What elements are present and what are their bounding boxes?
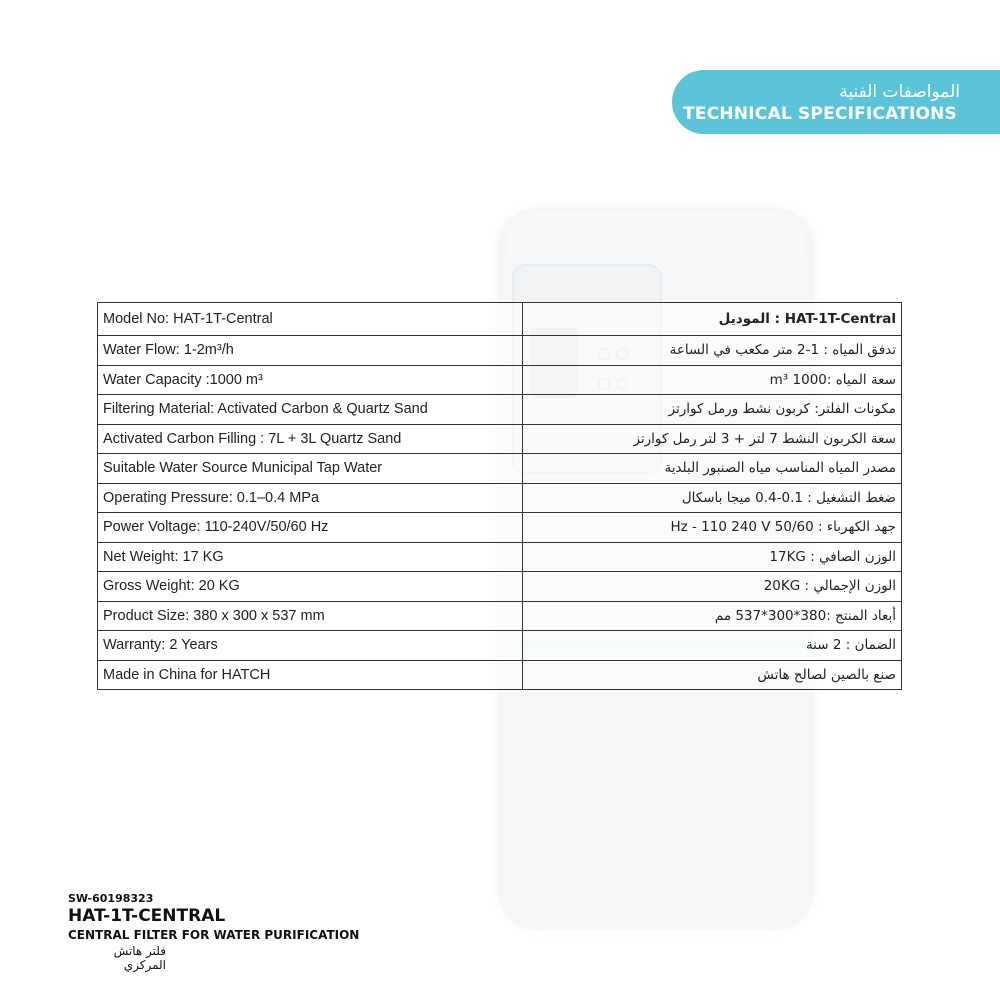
spec-ar: الوزن الإجمالي : 20KG xyxy=(523,572,902,602)
spec-row xyxy=(98,454,902,484)
product-description: CENTRAL FILTER FOR WATER PURIFICATION xyxy=(68,928,360,942)
spec-row xyxy=(98,631,902,661)
product-model: HAT-1T-CENTRAL xyxy=(68,906,226,926)
spec-row xyxy=(98,542,902,572)
spec-ar: مصدر المياه المناسب مياه الصنبور البلدية xyxy=(523,454,902,484)
spec-en: Product Size: 380 x 300 x 537 mm xyxy=(98,601,523,631)
spec-ar: سعة الكربون النشط 7 لتر + 3 لتر رمل كوارتز xyxy=(523,424,902,454)
product-footer xyxy=(68,892,359,972)
spec-row xyxy=(98,424,902,454)
spec-en: Filtering Material: Activated Carbon & Quartz Sand xyxy=(98,395,523,425)
section-header-tab xyxy=(672,70,1000,134)
spec-row xyxy=(98,660,902,690)
spec-row xyxy=(98,513,902,543)
product-description-arabic: فلتر هاتش المركزي xyxy=(113,944,166,972)
spec-en: Power Voltage: 110-240V/50/60 Hz xyxy=(98,513,523,543)
spec-en: Gross Weight: 20 KG xyxy=(98,572,523,602)
spec-en: Model No: HAT-1T-Central xyxy=(98,303,523,336)
section-title: TECHNICAL SPECIFICATIONS xyxy=(683,104,957,124)
spec-ar: الضمان : 2 سنة xyxy=(523,631,902,661)
spec-row xyxy=(98,395,902,425)
spec-ar: ضغط التشغيل : 0.1-0.4 ميجا باسكال xyxy=(523,483,902,513)
spec-table xyxy=(97,302,902,690)
spec-ar: جهد الكهرباء : 50/60 Hz - 110 240 V xyxy=(523,513,902,543)
spec-row xyxy=(98,572,902,602)
spec-en: Operating Pressure: 0.1–0.4 MPa xyxy=(98,483,523,513)
filter-unit-top xyxy=(506,212,806,262)
spec-ar: سعة المياه :1000 m³ xyxy=(523,365,902,395)
spec-en: Water Flow: 1-2m³/h xyxy=(98,336,523,366)
spec-row xyxy=(98,483,902,513)
spec-ar: صنع بالصين لصالح هاتش xyxy=(523,660,902,690)
spec-en: Net Weight: 17 KG xyxy=(98,542,523,572)
spec-en: Suitable Water Source Municipal Tap Water xyxy=(98,454,523,484)
spec-en: Made in China for HATCH xyxy=(98,660,523,690)
section-title-arabic: المواصفات الفنية xyxy=(839,82,960,102)
spec-en: Activated Carbon Filling : 7L + 3L Quartz Sand xyxy=(98,424,523,454)
sku-code: SW-60198323 xyxy=(68,892,154,905)
spec-en: Warranty: 2 Years xyxy=(98,631,523,661)
spec-ar: تدفق المياه : 1-2 متر مكعب في الساعة xyxy=(523,336,902,366)
spec-row xyxy=(98,303,902,336)
spec-row xyxy=(98,365,902,395)
spec-row xyxy=(98,601,902,631)
spec-ar: مكونات الفلتر: كربون نشط ورمل كوارتز xyxy=(523,395,902,425)
spec-ar: الوزن الصافي : 17KG xyxy=(523,542,902,572)
spec-ar: HAT-1T-Central : الموديل xyxy=(523,303,902,336)
spec-row xyxy=(98,336,902,366)
spec-en: Water Capacity :1000 m³ xyxy=(98,365,523,395)
spec-ar: أبعاد المنتج :380*300*537 مم xyxy=(523,601,902,631)
